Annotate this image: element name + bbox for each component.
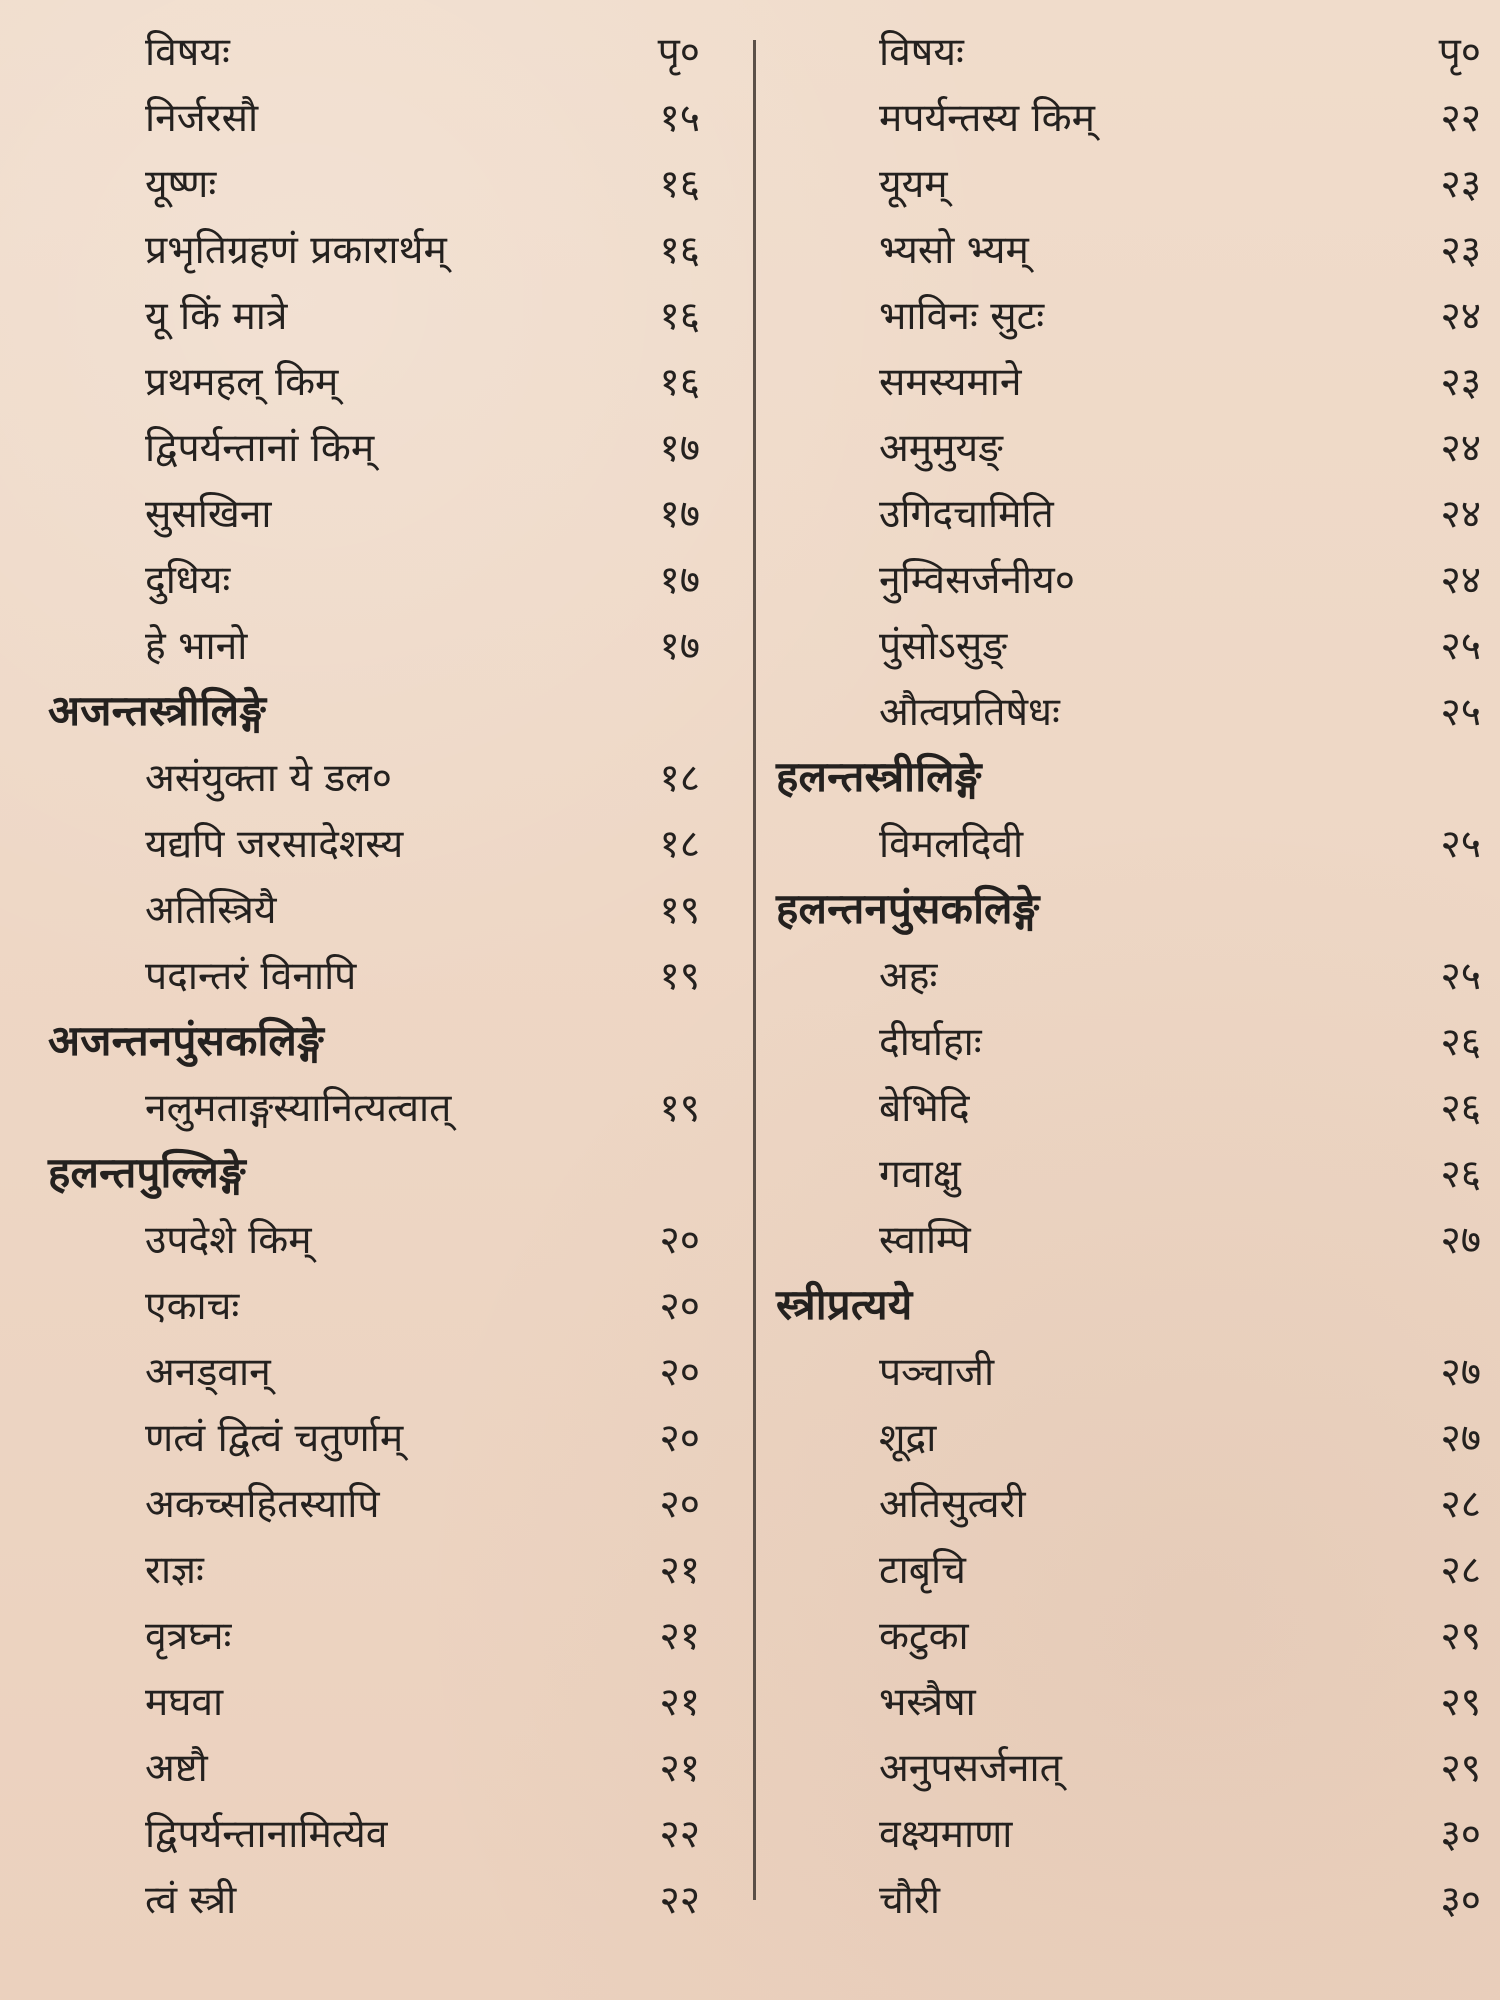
toc-entry bbox=[756, 222, 1500, 288]
toc-entry bbox=[756, 1146, 1500, 1212]
entry-text: यू किं मात्रे bbox=[145, 294, 288, 339]
page-number: २९ bbox=[1440, 1614, 1481, 1659]
page-number: २२ bbox=[659, 1812, 700, 1857]
toc-entry bbox=[0, 882, 753, 948]
entry-text: सुसखिना bbox=[145, 492, 272, 537]
entry-text: त्वं स्त्री bbox=[145, 1878, 237, 1923]
section-heading-text: अजन्तस्त्रीलिङ्गे bbox=[48, 686, 267, 735]
page-number: २१ bbox=[659, 1614, 700, 1659]
entry-text: प्रथमहल् किम् bbox=[145, 360, 339, 405]
toc-entry bbox=[756, 1014, 1500, 1080]
entry-text: चौरी bbox=[879, 1878, 940, 1923]
entry-text: अष्टौ bbox=[145, 1746, 208, 1791]
entry-text: भाविनः सुटः bbox=[879, 294, 1045, 339]
page-number: २१ bbox=[659, 1680, 700, 1725]
entry-text: नलुमताङ्गस्यानित्यत्वात् bbox=[145, 1086, 452, 1131]
entry-text: अतिसुत्वरी bbox=[879, 1482, 1026, 1527]
entry-text: अतिस्त्रियै bbox=[145, 888, 277, 933]
page-number: २९ bbox=[1440, 1680, 1481, 1725]
toc-entry bbox=[0, 1080, 753, 1146]
toc-entry bbox=[0, 420, 753, 486]
right-column-header bbox=[756, 24, 1500, 90]
page-number: २६ bbox=[1440, 1152, 1481, 1197]
entry-text: शूद्रा bbox=[879, 1416, 937, 1461]
entry-text: द्विपर्यन्तानां किम् bbox=[145, 426, 375, 471]
entry-text: दुधियः bbox=[145, 558, 231, 603]
page-number: २२ bbox=[659, 1878, 700, 1923]
entry-text: राज्ञः bbox=[145, 1548, 204, 1593]
toc-entry bbox=[0, 948, 753, 1014]
toc-entry bbox=[756, 1740, 1500, 1806]
entry-text: नुम्विसर्जनीय० bbox=[879, 558, 1076, 603]
toc-entry bbox=[756, 948, 1500, 1014]
page-number: १८ bbox=[659, 756, 700, 801]
page-number: १६ bbox=[659, 360, 700, 405]
page-number: १९ bbox=[659, 1086, 700, 1131]
entry-text: विषयः bbox=[879, 30, 964, 75]
entry-text: उगिदचामिति bbox=[879, 492, 1054, 537]
entry-text: बेभिदि bbox=[879, 1086, 970, 1131]
entry-text: हे भानो bbox=[145, 624, 248, 669]
entry-text: भस्त्रैषा bbox=[879, 1680, 976, 1725]
toc-entry bbox=[756, 1872, 1500, 1938]
page-number: १६ bbox=[659, 162, 700, 207]
section-heading bbox=[756, 750, 1500, 816]
entry-text: यूयम् bbox=[879, 162, 948, 207]
page-number: २२ bbox=[1440, 96, 1481, 141]
entry-text: औत्वप्रतिषेधः bbox=[879, 690, 1060, 735]
toc-entry bbox=[756, 1410, 1500, 1476]
section-heading bbox=[0, 1014, 753, 1080]
toc-entry bbox=[756, 354, 1500, 420]
page-number: १७ bbox=[659, 558, 700, 603]
page-number: १८ bbox=[659, 822, 700, 867]
page-number: २३ bbox=[1440, 360, 1481, 405]
page-number: १९ bbox=[659, 888, 700, 933]
entry-text: पुंसोऽसुङ् bbox=[879, 624, 1008, 669]
entry-text: दीर्घाहाः bbox=[879, 1020, 982, 1065]
page-number: २८ bbox=[1440, 1548, 1481, 1593]
page-number: २३ bbox=[1440, 162, 1481, 207]
page-number: २० bbox=[659, 1284, 700, 1329]
toc-entry bbox=[0, 1278, 753, 1344]
entry-text: यूष्णः bbox=[145, 162, 217, 207]
page-number: २५ bbox=[1440, 822, 1481, 867]
page-number: ३० bbox=[1440, 1878, 1481, 1923]
entry-text: एकाचः bbox=[145, 1284, 240, 1329]
toc-entry bbox=[756, 684, 1500, 750]
toc-entry bbox=[756, 486, 1500, 552]
entry-text: यद्यपि जरसादेशस्य bbox=[145, 822, 404, 867]
page-number: २५ bbox=[1440, 954, 1481, 999]
section-heading-text: स्त्रीप्रत्यये bbox=[776, 1280, 913, 1329]
toc-entry bbox=[0, 1542, 753, 1608]
page-number: २० bbox=[659, 1350, 700, 1395]
section-heading bbox=[0, 684, 753, 750]
entry-text: पञ्चाजी bbox=[879, 1350, 995, 1395]
entry-text: अनड्वान् bbox=[145, 1350, 271, 1395]
toc-entry bbox=[756, 1542, 1500, 1608]
toc-entry bbox=[0, 90, 753, 156]
toc-entry bbox=[0, 1806, 753, 1872]
page-number: २६ bbox=[1440, 1086, 1481, 1131]
section-heading bbox=[756, 882, 1500, 948]
toc-entry bbox=[756, 1476, 1500, 1542]
page-number: २४ bbox=[1440, 294, 1481, 339]
toc-entry bbox=[756, 1344, 1500, 1410]
toc-entry bbox=[0, 618, 753, 684]
page-number: २९ bbox=[1440, 1746, 1481, 1791]
toc-entry bbox=[756, 288, 1500, 354]
page-number: २७ bbox=[1440, 1350, 1481, 1395]
toc-entry bbox=[756, 420, 1500, 486]
toc-entry bbox=[0, 816, 753, 882]
toc-entry bbox=[0, 750, 753, 816]
toc-entry bbox=[0, 156, 753, 222]
page-number: १९ bbox=[659, 954, 700, 999]
left-column-header bbox=[0, 24, 753, 90]
page-number: २० bbox=[659, 1416, 700, 1461]
page-number: २७ bbox=[1440, 1416, 1481, 1461]
entry-text: अकच्सहितस्यापि bbox=[145, 1482, 380, 1527]
page-number: २५ bbox=[1440, 690, 1481, 735]
toc-entry bbox=[0, 1212, 753, 1278]
entry-text: टाबृचि bbox=[879, 1548, 966, 1593]
page-number: २० bbox=[659, 1482, 700, 1527]
page-number: १६ bbox=[659, 294, 700, 339]
page-number: २१ bbox=[659, 1746, 700, 1791]
entry-text: अमुमुयङ् bbox=[879, 426, 1003, 471]
toc-entry bbox=[0, 1410, 753, 1476]
page-number: पृ० bbox=[657, 30, 700, 75]
page-number: १७ bbox=[659, 492, 700, 537]
page-number: २३ bbox=[1440, 228, 1481, 273]
section-heading-text: हलन्तस्त्रीलिङ्गे bbox=[776, 752, 982, 801]
entry-text: णत्वं द्वित्वं चतुर्णाम् bbox=[145, 1416, 404, 1461]
entry-text: मपर्यन्तस्य किम् bbox=[879, 96, 1095, 141]
toc-entry bbox=[756, 1674, 1500, 1740]
entry-text: गवाक्षु bbox=[879, 1152, 961, 1197]
toc-entry bbox=[756, 552, 1500, 618]
section-heading bbox=[0, 1146, 753, 1212]
entry-text: वक्ष्यमाणा bbox=[879, 1812, 1013, 1857]
page-number: १७ bbox=[659, 624, 700, 669]
toc-entry bbox=[0, 1476, 753, 1542]
entry-text: भ्यसो भ्यम् bbox=[879, 228, 1029, 273]
page-number: १५ bbox=[659, 96, 700, 141]
toc-entry bbox=[0, 1872, 753, 1938]
toc-entry bbox=[0, 1344, 753, 1410]
entry-text: वृत्रघ्नः bbox=[145, 1614, 232, 1659]
entry-text: समस्यमाने bbox=[879, 360, 1022, 405]
page-number: १६ bbox=[659, 228, 700, 273]
entry-text: असंयुक्ता ये डल० bbox=[145, 756, 393, 801]
toc-entry bbox=[0, 486, 753, 552]
entry-text: द्विपर्यन्तानामित्येव bbox=[145, 1812, 388, 1857]
toc-entry bbox=[756, 1080, 1500, 1146]
entry-text: पदान्तरं विनापि bbox=[145, 954, 357, 999]
entry-text: विमलदिवी bbox=[879, 822, 1024, 867]
section-heading-text: हलन्तपुल्लिङ्गे bbox=[48, 1148, 246, 1197]
toc-entry bbox=[0, 222, 753, 288]
toc-entry bbox=[756, 618, 1500, 684]
toc-entry bbox=[0, 1740, 753, 1806]
entry-text: उपदेशे किम् bbox=[145, 1218, 312, 1263]
page-number: २७ bbox=[1440, 1218, 1481, 1263]
page-number: २० bbox=[659, 1218, 700, 1263]
page-number: पृ० bbox=[1438, 30, 1481, 75]
entry-text: अनुपसर्जनात् bbox=[879, 1746, 1062, 1791]
toc-entry bbox=[756, 1806, 1500, 1872]
page-number: १७ bbox=[659, 426, 700, 471]
toc-entry bbox=[756, 90, 1500, 156]
entry-text: मघवा bbox=[145, 1680, 224, 1725]
toc-entry bbox=[756, 1212, 1500, 1278]
page-number: २४ bbox=[1440, 558, 1481, 603]
page-number: २६ bbox=[1440, 1020, 1481, 1065]
entry-text: विषयः bbox=[145, 30, 230, 75]
page-number: २४ bbox=[1440, 426, 1481, 471]
toc-entry bbox=[0, 552, 753, 618]
page-number: २५ bbox=[1440, 624, 1481, 669]
entry-text: स्वाम्पि bbox=[879, 1218, 971, 1263]
section-heading-text: अजन्तनपुंसकलिङ्गे bbox=[48, 1016, 324, 1065]
page-number: २१ bbox=[659, 1548, 700, 1593]
toc-entry bbox=[0, 1608, 753, 1674]
toc-entry bbox=[756, 816, 1500, 882]
entry-text: कटुका bbox=[879, 1614, 969, 1659]
entry-text: निर्जरसौ bbox=[145, 96, 259, 141]
toc-entry bbox=[756, 156, 1500, 222]
toc-entry bbox=[0, 354, 753, 420]
entry-text: अहः bbox=[879, 954, 938, 999]
toc-entry bbox=[756, 1608, 1500, 1674]
toc-entry bbox=[0, 1674, 753, 1740]
section-heading-text: हलन्तनपुंसकलिङ्गे bbox=[776, 884, 1040, 933]
page-number: २८ bbox=[1440, 1482, 1481, 1527]
toc-entry bbox=[0, 288, 753, 354]
section-heading bbox=[756, 1278, 1500, 1344]
page-number: २४ bbox=[1440, 492, 1481, 537]
entry-text: प्रभृतिग्रहणं प्रकारार्थम् bbox=[145, 228, 447, 273]
page-number: ३० bbox=[1440, 1812, 1481, 1857]
